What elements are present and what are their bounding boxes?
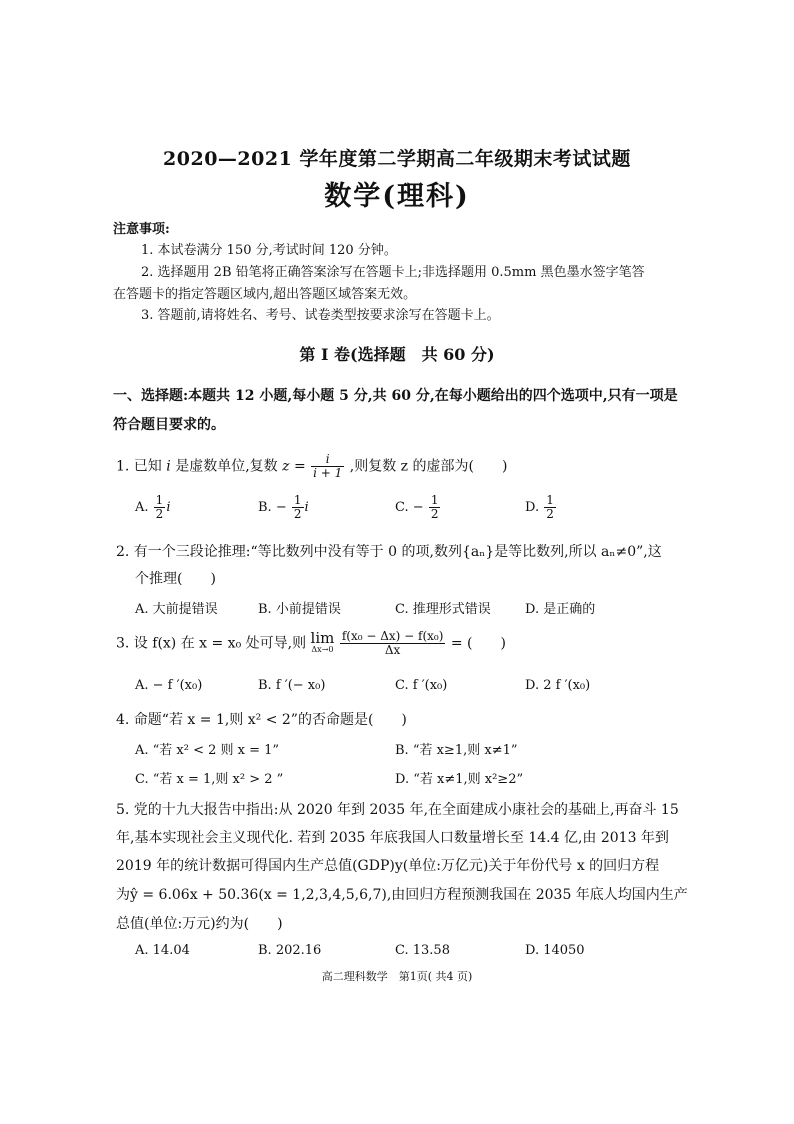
note-2: 2. 选择题用 2B 铅笔将正确答案涂写在答题卡上;非选择题用 0.5mm 黑色墨水签字笔答 [141, 265, 645, 280]
note-3: 3. 答题前,请将姓名、考号、试卷类型按要求涂写在答题卡上。 [141, 308, 500, 323]
note-2-cont: 在答题卡的指定答题区域内,超出答题区域答案无效。 [113, 287, 417, 302]
q4-option-a[interactable]: A. “若 x² < 2 则 x = 1” [135, 743, 280, 758]
question-5-stem-3: 2019 年的统计数据可得国内生产总值(GDP)y(单位:万亿元)关于年份代号 x 的回归方程 [116, 858, 660, 874]
subject-title: 数学(理科) [324, 181, 470, 212]
note-1: 1. 本试卷满分 150 分,考试时间 120 分钟。 [141, 243, 397, 258]
question-5-stem: 5. 党的十九大报告中指出:从 2020 年到 2035 年,在全面建成小康社会的基础上,再奋斗 15 [116, 802, 679, 818]
question-1-stem: 1. 已知 i 是虚数单位,复数 z = $\frac{i}{i + 1}$ ,则复数 z 的虚部为( ) [116, 452, 508, 480]
q2-option-c[interactable]: C. 推理形式错误 [395, 602, 491, 617]
q3-option-d[interactable]: D. 2 f ′(x₀) [525, 678, 591, 693]
q1-option-b[interactable]: B. − $\frac{1}{2}$ i [258, 493, 309, 521]
q2-option-b[interactable]: B. 小前提错误 [258, 602, 341, 617]
q5-option-b[interactable]: B. 202.16 [258, 943, 322, 958]
exam-title: 2020—2021 学年度第二学期高二年级期末考试试题 [163, 148, 631, 170]
q2-option-d[interactable]: D. 是正确的 [525, 602, 596, 617]
q5-option-d[interactable]: D. 14050 [525, 943, 585, 958]
q3-option-c[interactable]: C. f ′(x₀) [395, 678, 448, 693]
q1-option-d[interactable]: D. $\frac{1}{2}$ [525, 493, 554, 521]
q5-option-c[interactable]: C. 13.58 [395, 943, 450, 958]
question-2-stem: 2. 有一个三段论推理:“等比数列中没有等于 0 的项,数列{aₙ}是等比数列,所以 aₙ≠0”,这 [116, 544, 662, 560]
q2-option-a[interactable]: A. 大前提错误 [135, 602, 218, 617]
question-3-stem: 3. 设 f(x) 在 x = x₀ 处可导,则 lim Δx→0 $\frac{\text{f(x₀ − Δx) − f(x₀)}}{\Delta x}$ = ( ) [116, 628, 506, 657]
part-instructions-2: 符合题目要求的。 [113, 417, 225, 433]
page-footer: 高二理科数学 第1页( 共4 页) [321, 970, 473, 983]
question-5-stem-4: 为ŷ = 6.06x + 50.36(x = 1,2,3,4,5,6,7),由回归方程预测我国在 2035 年底人均国内生产 [116, 887, 688, 903]
q1-option-a[interactable]: A. $\frac{1}{2}$ i [135, 493, 171, 521]
q4-option-d[interactable]: D. “若 x≠1,则 x²≥2” [395, 772, 524, 787]
part-instructions-1: 一、选择题:本题共 12 小题,每小题 5 分,共 60 分,在每小题给出的四个选项中,只有一项是 [113, 388, 678, 404]
question-4-stem: 4. 命题“若 x = 1,则 x² < 2”的否命题是( ) [116, 712, 407, 728]
q4-option-c[interactable]: C. “若 x = 1,则 x² > 2 ” [135, 772, 284, 787]
q5-option-a[interactable]: A. 14.04 [135, 943, 190, 958]
q3-fraction: $\frac{\text{f(x₀ − Δx) − f(x₀)}}{\Delta x}$ [341, 629, 444, 657]
question-5-stem-2: 年,基本实现社会主义现代化. 若到 2035 年底我国人口数量增长至 14.4 亿,由 2013 年到 [116, 830, 669, 846]
q3-option-b[interactable]: B. f ′(− x₀) [258, 678, 326, 693]
q3-option-a[interactable]: A. − f ′(x₀) [135, 678, 203, 693]
limit-symbol: lim Δx→0 [310, 628, 335, 654]
section-heading: 第 I 卷(选择题 共 60 分) [299, 345, 495, 364]
q1-fraction: $\frac{i}{i + 1}$ [313, 452, 343, 480]
q4-option-b[interactable]: B. “若 x≥1,则 x≠1” [395, 743, 518, 758]
question-2-stem-cont: 个推理( ) [135, 571, 216, 587]
notes-heading: 注意事项: [113, 222, 170, 237]
q1-option-c[interactable]: C. − $\frac{1}{2}$ [395, 493, 439, 521]
question-5-stem-5: 总值(单位:万元)约为( ) [116, 916, 283, 932]
